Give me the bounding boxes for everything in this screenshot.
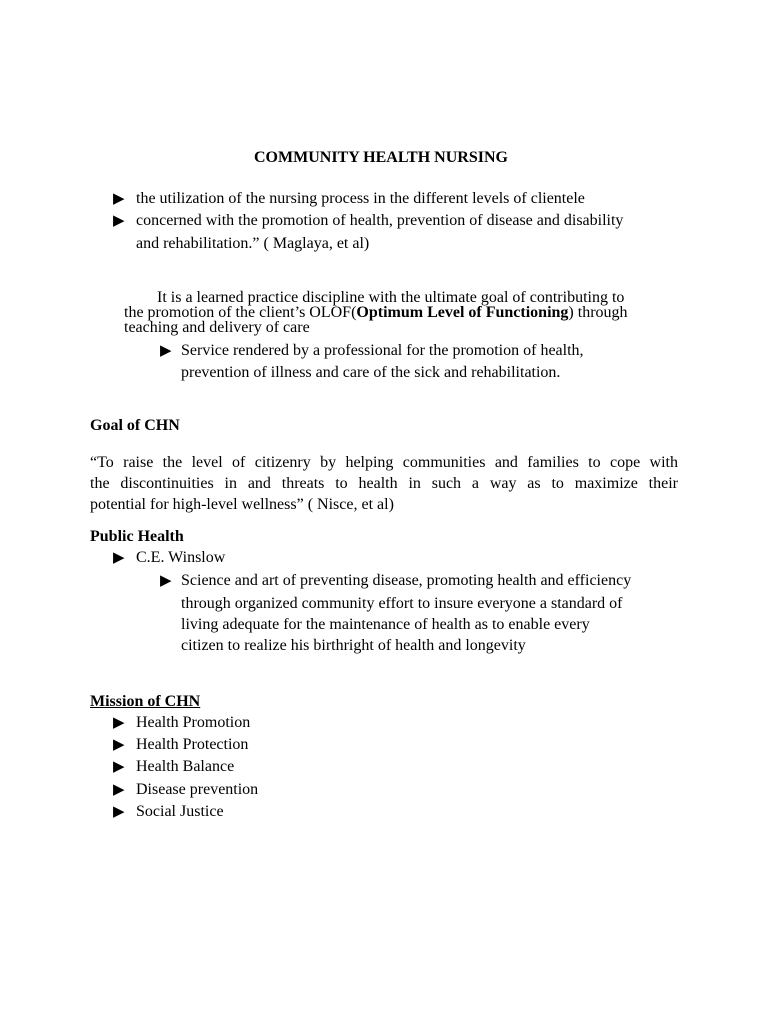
olof-term: Optimum Level of Functioning xyxy=(356,304,569,321)
public-health-definition-4: citizen to realize his birthright of health and longevity xyxy=(181,637,526,654)
definition-bullet-2-continued: and rehabilitation.” ( Maglaya, et al) xyxy=(136,235,370,252)
definition-bullet-1: the utilization of the nursing process in the different levels of clientele xyxy=(136,190,585,207)
bullet-icon: ▶ xyxy=(113,804,125,820)
service-line-2: prevention of illness and care of the sick and rehabilitation. xyxy=(181,364,561,381)
goal-heading: Goal of CHN xyxy=(90,417,180,434)
mission-item: Social Justice xyxy=(136,803,224,820)
mission-heading: Mission of CHN xyxy=(90,693,201,710)
page-title: COMMUNITY HEALTH NURSING xyxy=(254,149,508,166)
practice-line-3: teaching and delivery of care xyxy=(124,319,310,336)
public-health-definition-2: through organized community effort to insure everyone a standard of xyxy=(181,595,623,612)
practice-line-2 xyxy=(124,305,628,320)
bullet-icon: ▶ xyxy=(113,737,125,753)
bullet-icon: ▶ xyxy=(113,782,125,798)
public-health-heading: Public Health xyxy=(90,528,184,545)
public-health-definition-1: Science and art of preventing disease, promoting health and efficiency xyxy=(181,572,632,589)
bullet-icon: ▶ xyxy=(113,191,125,207)
bullet-icon: ▶ xyxy=(113,715,125,731)
bullet-icon: ▶ xyxy=(160,573,172,589)
bullet-icon: ▶ xyxy=(113,213,125,229)
practice-line-2-pre: the promotion of the client’s OLOF( xyxy=(124,304,357,321)
bullet-icon: ▶ xyxy=(113,550,125,566)
goal-line-2: the discontinuities in and threats to health in such a way as to maximize their xyxy=(90,475,678,492)
goal-quote xyxy=(90,452,678,515)
bullet-icon: ▶ xyxy=(113,759,125,775)
practice-line-2-post: ) through xyxy=(568,304,628,321)
mission-item: Disease prevention xyxy=(136,781,259,798)
mission-item: Health Protection xyxy=(136,736,249,753)
goal-line-3: potential for high-level wellness” ( Nisce, et al) xyxy=(90,496,394,513)
bullet-icon: ▶ xyxy=(160,343,172,359)
mission-item: Health Promotion xyxy=(136,714,251,731)
mission-item: Health Balance xyxy=(136,758,235,775)
public-health-author: C.E. Winslow xyxy=(136,549,226,566)
practice-line-1: It is a learned practice discipline with the ultimate goal of contributing to xyxy=(157,289,625,306)
goal-line-1: “To raise the level of citizenry by helping communities and families to cope with xyxy=(90,454,678,471)
definition-bullet-2: concerned with the promotion of health, prevention of disease and disability xyxy=(136,212,624,229)
public-health-definition-3: living adequate for the maintenance of health as to enable every xyxy=(181,616,590,633)
service-line-1: Service rendered by a professional for the promotion of health, xyxy=(181,342,584,359)
